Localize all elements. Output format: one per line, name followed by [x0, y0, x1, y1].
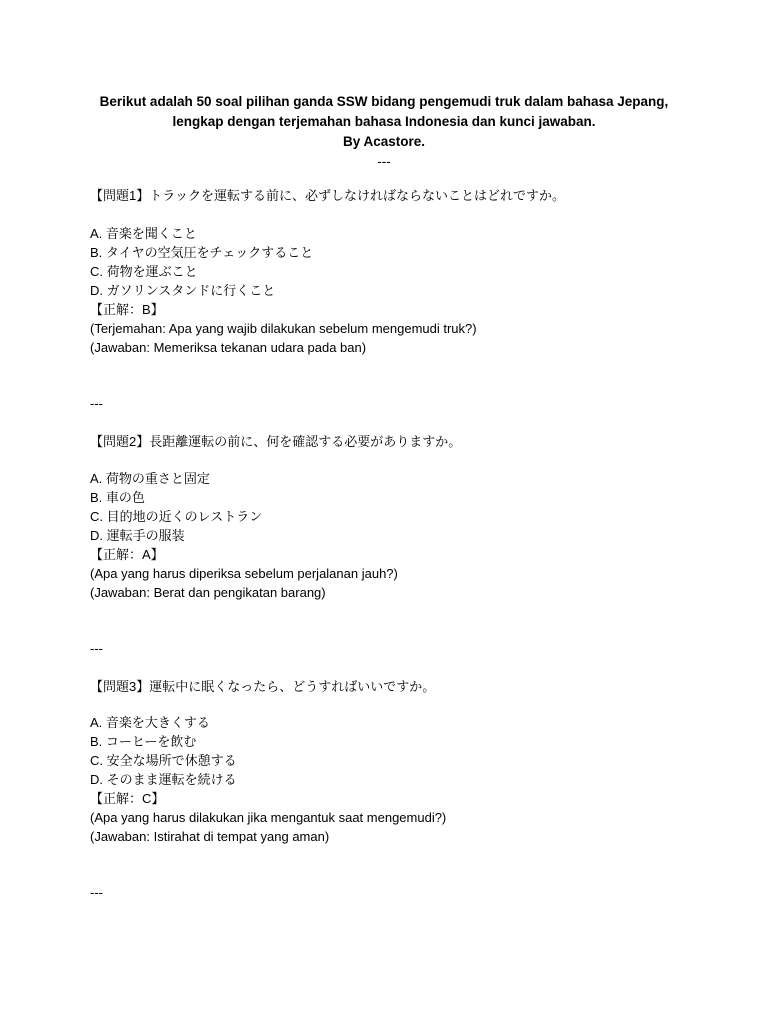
question-3-answer: 【正解：C】	[90, 791, 165, 806]
question-3-option-d: D. そのまま運転を続ける	[90, 772, 237, 787]
question-3-option-b: B. コーヒーを飲む	[90, 734, 197, 749]
question-3-title: 【問題3】運転中に眠くなったら、どうすればいいですか。	[90, 679, 436, 694]
header-line-3: By Acastore.	[342, 134, 426, 149]
question-2-explanation: (Jawaban: Berat dan pengikatan barang)	[90, 585, 326, 600]
question-3-translation: (Apa yang harus dilakukan jika mengantuk saat mengemudi?)	[90, 810, 447, 825]
question-2-option-b: B. 車の色	[90, 490, 145, 505]
question-2-option-c: C. 目的地の近くのレストラン	[90, 509, 263, 524]
question-2-translation: (Apa yang harus diperiksa sebelum perjalanan jauh?)	[90, 566, 398, 581]
question-3-option-c: C. 安全な場所で休憩する	[90, 753, 237, 768]
question-1-separator: ---	[90, 396, 103, 411]
question-2-title: 【問題2】長距離運転の前に、何を確認する必要がありますか。	[90, 434, 462, 449]
question-1-title: 【問題1】トラックを運転する前に、必ずしなければならないことはどれですか。	[90, 188, 565, 203]
question-1-translation: (Terjemahan: Apa yang wajib dilakukan sebelum mengemudi truk?)	[90, 321, 477, 336]
question-2-separator: ---	[90, 641, 103, 656]
question-1-explanation: (Jawaban: Memeriksa tekanan udara pada ban)	[90, 340, 367, 355]
question-2-option-a: A. 荷物の重さと固定	[90, 471, 210, 486]
header-line-2: lengkap dengan terjemahan bahasa Indonesia dan kunci jawaban.	[172, 114, 596, 129]
question-2-answer: 【正解：A】	[90, 547, 164, 562]
question-1-option-d: D. ガソリンスタンドに行くこと	[90, 283, 276, 298]
header-line-1: Berikut adalah 50 soal pilihan ganda SSW bidang pengemudi truk dalam bahasa Jepang,	[99, 94, 669, 109]
document-header	[40, 92, 728, 172]
header-separator: ---	[377, 154, 391, 169]
question-1-option-a: A. 音楽を聞くこと	[90, 226, 197, 241]
question-3-explanation: (Jawaban: Istirahat di tempat yang aman)	[90, 829, 330, 844]
question-3-option-a: A. 音楽を大きくする	[90, 715, 210, 730]
question-1-option-c: C. 荷物を運ぶこと	[90, 264, 198, 279]
question-2-option-d: D. 運転手の服装	[90, 528, 185, 543]
question-1-option-b: B. タイヤの空気圧をチェックすること	[90, 245, 314, 260]
question-1-answer: 【正解：B】	[90, 302, 164, 317]
question-3-separator: ---	[90, 885, 103, 900]
